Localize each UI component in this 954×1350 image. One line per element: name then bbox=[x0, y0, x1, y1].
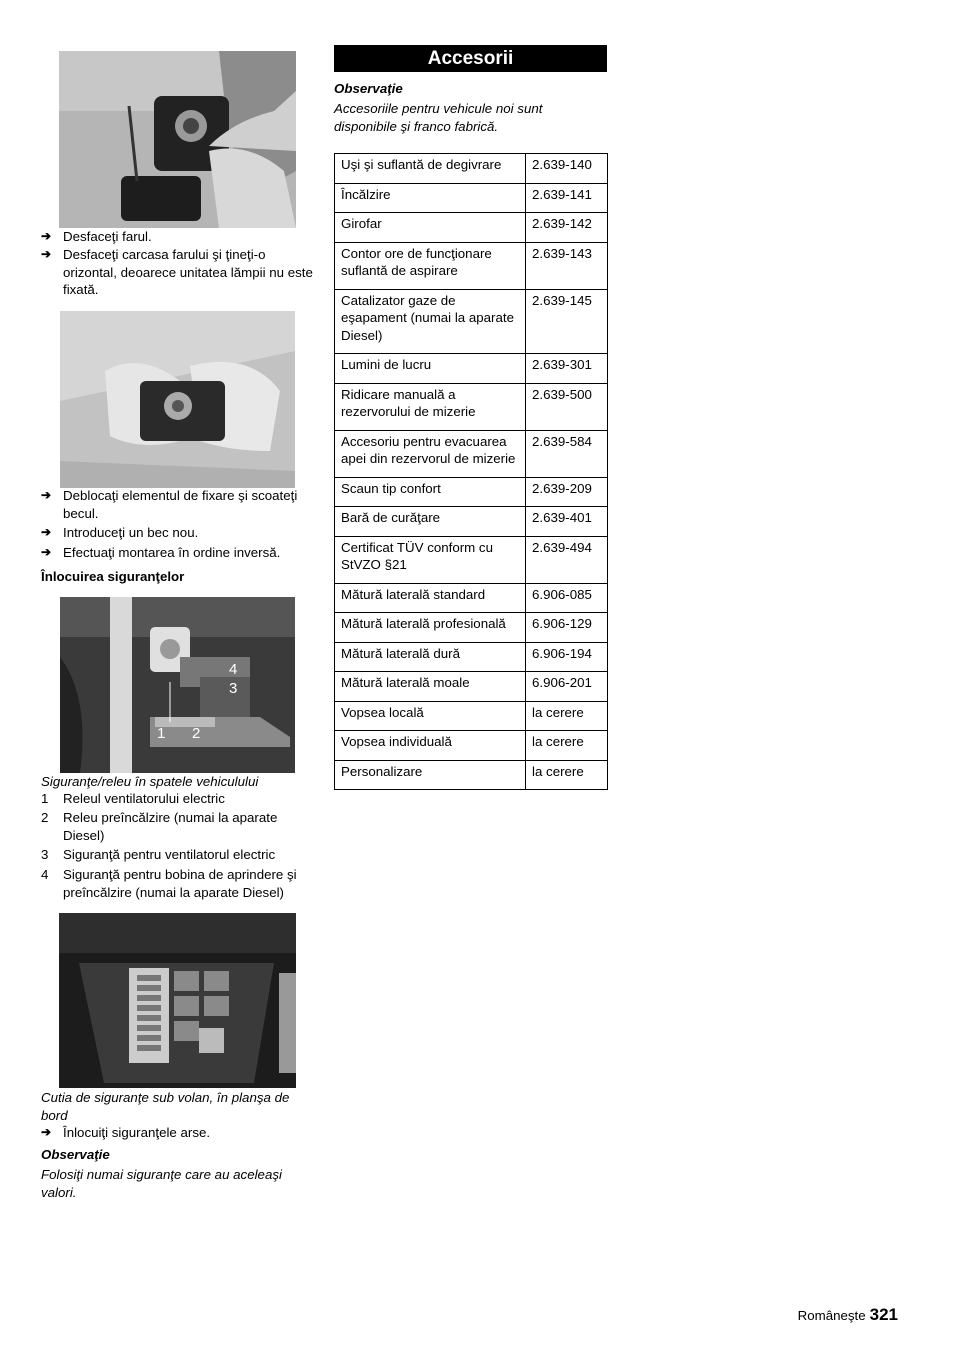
accessory-code: 2.639-142 bbox=[526, 213, 608, 243]
fuse-photo-caption: Siguranţe/releu în spatele vehiculului bbox=[41, 774, 259, 789]
table-row bbox=[335, 213, 608, 243]
legend-number: 2 bbox=[41, 810, 49, 825]
legend-item-4 bbox=[41, 866, 316, 901]
legend-item-3 bbox=[41, 846, 316, 864]
step-hold-housing bbox=[41, 246, 316, 299]
rear-fuses-photo bbox=[60, 597, 295, 773]
legend-text: Releul ventilatorului electric bbox=[63, 791, 225, 806]
accessory-code: la cerere bbox=[526, 731, 608, 761]
table-row bbox=[335, 536, 608, 583]
accessory-name: Accesoriu pentru evacuarea apei din rezervorul de mizerie bbox=[335, 430, 526, 477]
step-replace-fuses bbox=[41, 1124, 316, 1142]
accessory-name: Mătură laterală profesională bbox=[335, 613, 526, 643]
step-text: Desfaceţi farul. bbox=[63, 229, 152, 244]
table-row bbox=[335, 642, 608, 672]
arrow-icon: ➔ bbox=[41, 247, 52, 261]
callout-2: 2 bbox=[192, 725, 201, 742]
footer-language: Româneşte bbox=[797, 1308, 866, 1323]
accessory-name: Contor ore de funcţionare suflantă de aspirare bbox=[335, 242, 526, 289]
table-row bbox=[335, 731, 608, 761]
accessory-code: 2.639-494 bbox=[526, 536, 608, 583]
legend-item-1 bbox=[41, 790, 316, 808]
table-row bbox=[335, 383, 608, 430]
accessory-code: 2.639-301 bbox=[526, 354, 608, 384]
table-row bbox=[335, 701, 608, 731]
left-note-title: Observaţie bbox=[41, 1147, 110, 1162]
legend-number: 4 bbox=[41, 867, 49, 882]
accessory-name: Girofar bbox=[335, 213, 526, 243]
legend-text: Siguranţă pentru bobina de aprindere şi preîncălzire (numai la aparate Diesel) bbox=[63, 867, 297, 900]
step-text: Deblocaţi elementul de fixare şi scoateţi becul. bbox=[63, 488, 298, 521]
bulb-photo bbox=[60, 311, 295, 488]
legend-item-2 bbox=[41, 809, 316, 844]
accessory-name: Mătură laterală standard bbox=[335, 583, 526, 613]
callout-1: 1 bbox=[157, 725, 166, 742]
table-row bbox=[335, 613, 608, 643]
right-note-title: Observaţie bbox=[334, 81, 403, 96]
accessory-code: 2.639-401 bbox=[526, 507, 608, 537]
step-unlock-bulb bbox=[41, 487, 316, 522]
accessory-name: Certificat TÜV conform cu StVZO §21 bbox=[335, 536, 526, 583]
accessory-name: Vopsea locală bbox=[335, 701, 526, 731]
accessory-code: 2.639-143 bbox=[526, 242, 608, 289]
accessory-code: la cerere bbox=[526, 701, 608, 731]
arrow-icon: ➔ bbox=[41, 1125, 52, 1139]
legend-text: Releu preîncălzire (numai la aparate Diesel) bbox=[63, 810, 278, 843]
accessory-code: 2.639-500 bbox=[526, 383, 608, 430]
accessory-code: 2.639-584 bbox=[526, 430, 608, 477]
callout-3: 3 bbox=[229, 680, 238, 697]
table-row bbox=[335, 477, 608, 507]
accessory-name: Încălzire bbox=[335, 183, 526, 213]
accessory-name: Uşi şi suflantă de degivrare bbox=[335, 154, 526, 184]
fuse-heading: Înlocuirea siguranţelor bbox=[41, 569, 185, 584]
arrow-icon: ➔ bbox=[41, 525, 52, 539]
table-row bbox=[335, 242, 608, 289]
accessories-table bbox=[334, 153, 608, 790]
right-note-text: Accesoriile pentru vehicule noi sunt disponibile şi franco fabrică. bbox=[334, 101, 543, 134]
accessory-name: Vopsea individuală bbox=[335, 731, 526, 761]
fuse-box-caption: Cutia de siguranţe sub volan, în planşa de bord bbox=[41, 1090, 290, 1123]
table-row bbox=[335, 183, 608, 213]
accessory-code: 6.906-201 bbox=[526, 672, 608, 702]
table-row bbox=[335, 507, 608, 537]
page-number: 321 bbox=[869, 1305, 898, 1324]
accessory-code: 2.639-145 bbox=[526, 289, 608, 354]
step-text: Efectuaţi montarea în ordine inversă. bbox=[63, 545, 281, 560]
step-text: Înlocuiţi siguranţele arse. bbox=[63, 1125, 211, 1140]
step-text: Introduceţi un bec nou. bbox=[63, 525, 199, 540]
accessory-name: Ridicare manuală a rezervorului de mizerie bbox=[335, 383, 526, 430]
arrow-icon: ➔ bbox=[41, 488, 52, 502]
accessory-code: 2.639-141 bbox=[526, 183, 608, 213]
step-unscrew-headlamp bbox=[41, 228, 316, 246]
accessory-code: 2.639-140 bbox=[526, 154, 608, 184]
step-insert-bulb bbox=[41, 524, 316, 542]
arrow-icon: ➔ bbox=[41, 229, 52, 243]
accessory-code: la cerere bbox=[526, 760, 608, 790]
page-footer bbox=[798, 1306, 898, 1325]
table-row bbox=[335, 289, 608, 354]
accessory-code: 6.906-194 bbox=[526, 642, 608, 672]
callout-4: 4 bbox=[229, 661, 238, 678]
accessory-name: Mătură laterală dură bbox=[335, 642, 526, 672]
step-reassemble bbox=[41, 544, 316, 562]
fuse-box-photo bbox=[59, 913, 296, 1088]
accessory-name: Catalizator gaze de eşapament (numai la aparate Diesel) bbox=[335, 289, 526, 354]
legend-text: Siguranţă pentru ventilatorul electric bbox=[63, 847, 276, 862]
arrow-icon: ➔ bbox=[41, 545, 52, 559]
legend-number: 1 bbox=[41, 791, 49, 806]
accessory-name: Scaun tip confort bbox=[335, 477, 526, 507]
table-row bbox=[335, 760, 608, 790]
accessory-name: Mătură laterală moale bbox=[335, 672, 526, 702]
step-text: Desfaceţi carcasa farului şi ţineţi-o orizontal, deoarece unitatea lămpii nu este fixată. bbox=[63, 247, 313, 297]
legend-number: 3 bbox=[41, 847, 49, 862]
accessories-heading: Accesorii bbox=[334, 45, 607, 72]
accessory-name: Personalizare bbox=[335, 760, 526, 790]
accessory-name: Bară de curăţare bbox=[335, 507, 526, 537]
table-row bbox=[335, 672, 608, 702]
accessory-code: 6.906-085 bbox=[526, 583, 608, 613]
table-row bbox=[335, 154, 608, 184]
accessory-code: 6.906-129 bbox=[526, 613, 608, 643]
table-row bbox=[335, 354, 608, 384]
left-note-text: Folosiţi numai siguranţe care au aceleaşi valori. bbox=[41, 1167, 282, 1200]
table-row bbox=[335, 430, 608, 477]
accessory-code: 2.639-209 bbox=[526, 477, 608, 507]
headlamp-photo bbox=[59, 51, 296, 228]
table-row bbox=[335, 583, 608, 613]
accessory-name: Lumini de lucru bbox=[335, 354, 526, 384]
